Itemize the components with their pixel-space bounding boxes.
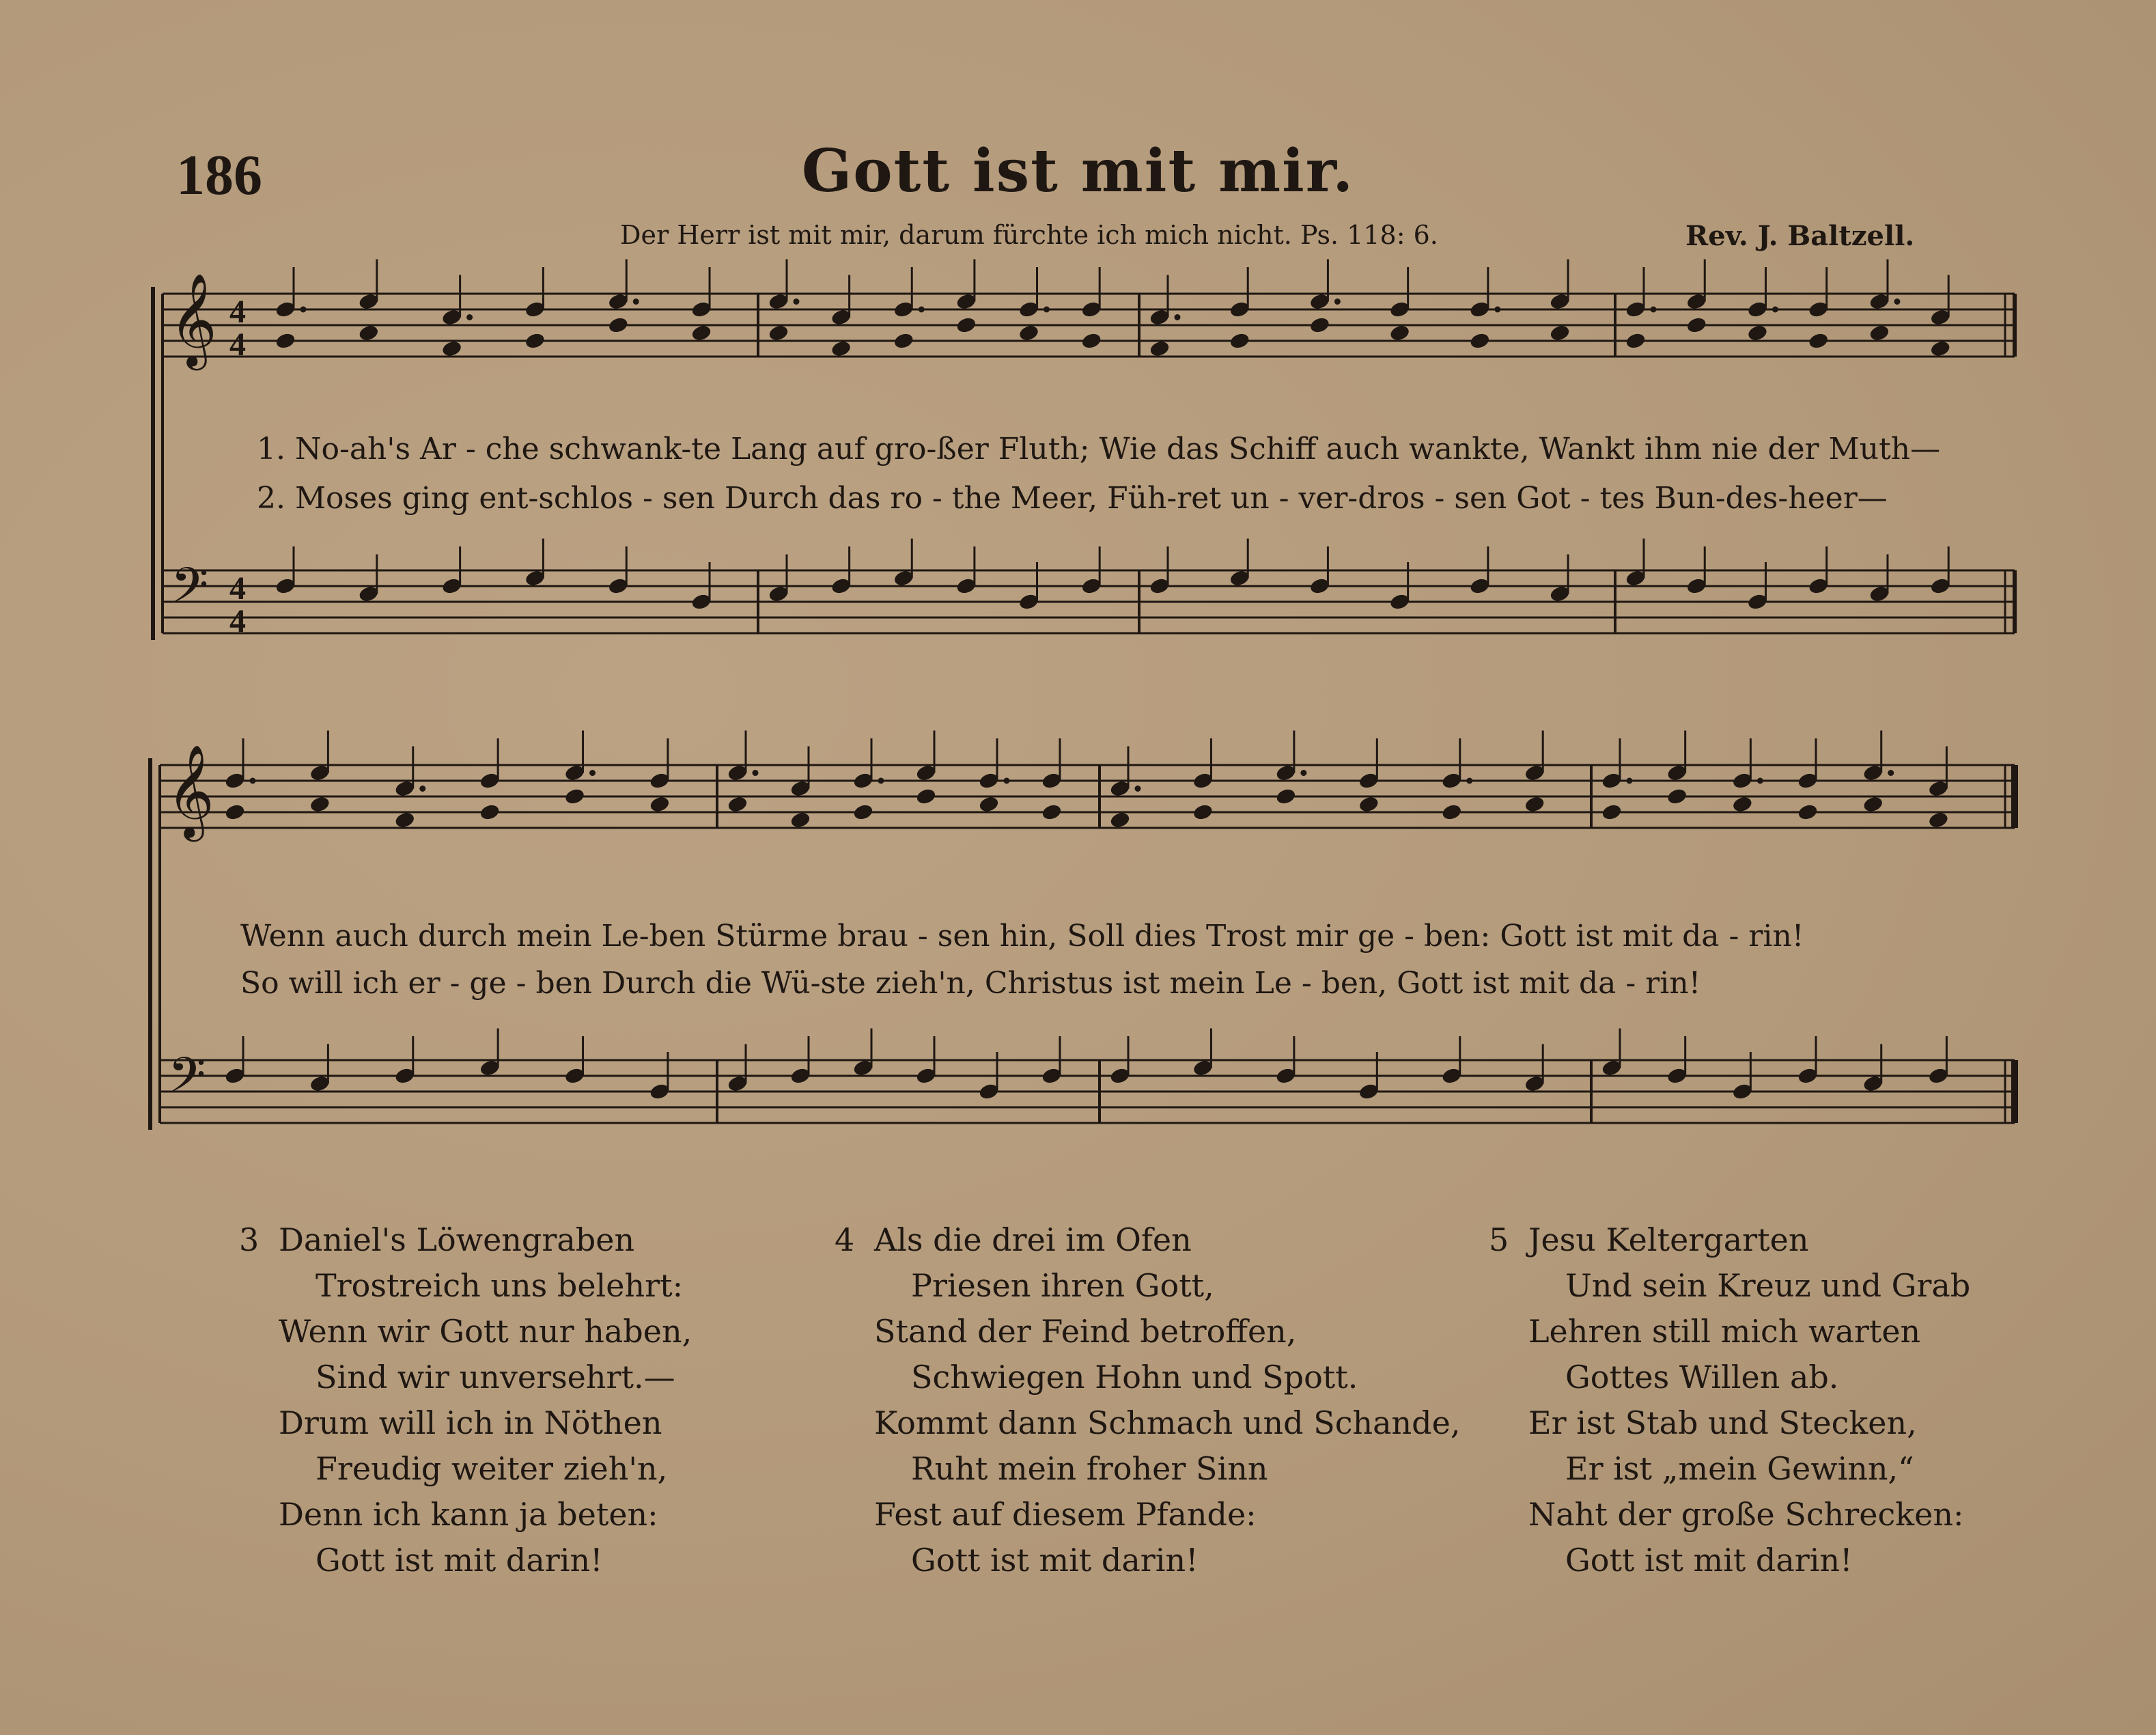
- dot: [1772, 307, 1778, 312]
- note-head: [1470, 332, 1491, 350]
- note-head: [309, 796, 331, 814]
- clefs: [167, 272, 246, 1115]
- note-head: [1041, 803, 1063, 821]
- note-head: [1441, 803, 1462, 821]
- lyric-line-verse-1-cont: Wenn auch durch mein Le-ben Stürme brau - sen hin, Soll dies Trost mir ge - ben: Gott ist mit da - rin!: [240, 919, 1804, 954]
- note-head: [1081, 332, 1102, 350]
- scripture-reference: Der Herr ist mit mir, darum fürchte ich mich nicht. Ps. 118: 6.: [620, 220, 1438, 250]
- note-head: [979, 796, 1000, 814]
- bass-clef-icon: 𝄢: [168, 1047, 206, 1115]
- note-head: [790, 811, 811, 829]
- verse-line: Ruht mein froher Sinn: [911, 1450, 1268, 1487]
- note-head: [479, 803, 501, 821]
- dot: [878, 778, 884, 783]
- note-head: [564, 788, 585, 805]
- verse-line: Er ist „mein Gewinn,“: [1565, 1450, 1914, 1487]
- dot: [250, 778, 255, 783]
- note-head: [1389, 324, 1410, 342]
- note-head: [394, 811, 415, 829]
- note-head: [1666, 788, 1688, 805]
- lyric-line-verse-1: 1. No-ah's Ar - che schwank-te Lang auf gro-ßer Fluth; Wie das Schiff auch wankte, Wankt ihm nie der Muth—: [257, 432, 1941, 467]
- note-head: [1601, 803, 1623, 821]
- verse-number: 4: [835, 1221, 855, 1258]
- verse-line: Gott ist mit darin!: [911, 1542, 1199, 1579]
- dot: [300, 307, 306, 312]
- verse-line: Als die drei im Ofen: [874, 1221, 1192, 1258]
- dot: [1175, 315, 1180, 320]
- verse-line: Freudig weiter zieh'n,: [316, 1450, 668, 1487]
- verse-line: Denn ich kann ja beten:: [279, 1496, 658, 1533]
- note-head: [956, 316, 977, 334]
- note-head: [830, 340, 852, 358]
- verse-5: [1489, 1217, 1970, 1583]
- verse-line: Priesen ihren Gott,: [911, 1267, 1214, 1304]
- dot: [1888, 771, 1894, 776]
- note-head: [524, 332, 546, 350]
- bass-clef-icon: 𝄢: [171, 557, 209, 626]
- note-head: [1229, 332, 1250, 350]
- note-head: [1808, 332, 1829, 350]
- dot: [1495, 307, 1500, 312]
- dot: [420, 786, 425, 792]
- lyric-line-verse-2-cont: So will ich er - ge - ben Durch die Wü-ste zieh'n, Christus ist mein Le - ben, Gott ist mit da - rin!: [240, 966, 1701, 1001]
- note-head: [1276, 788, 1297, 805]
- bar-lines: [150, 287, 2015, 1130]
- dot: [590, 771, 596, 776]
- dot: [919, 307, 924, 312]
- note-head: [1524, 796, 1545, 814]
- verse-line: Er ist Stab und Stecken,: [1528, 1404, 1917, 1441]
- verse-line: Schwiegen Hohn und Spott.: [911, 1359, 1358, 1396]
- verse-line: Kommt dann Schmach und Schande,: [874, 1404, 1461, 1441]
- dot: [1044, 307, 1050, 312]
- note-head: [1797, 803, 1819, 821]
- dot: [1467, 778, 1472, 783]
- note-head: [1625, 332, 1647, 350]
- note-head: [1358, 796, 1380, 814]
- dot: [1627, 778, 1632, 783]
- dot: [1894, 299, 1900, 305]
- note-head: [916, 788, 937, 805]
- note-head: [275, 332, 296, 350]
- dot: [467, 315, 473, 320]
- dot: [1334, 299, 1340, 305]
- dot: [753, 771, 758, 776]
- note-head: [1747, 324, 1768, 342]
- treble-clef-icon: 𝄞: [167, 743, 214, 837]
- note-head: [1862, 796, 1884, 814]
- author-credit: Rev. J. Baltzell.: [1685, 220, 1915, 252]
- verse-line: Lehren still mich warten: [1528, 1313, 1921, 1350]
- verse-line: Sind wir unversehrt.—: [316, 1359, 675, 1396]
- verse-line: Gott ist mit darin!: [1565, 1542, 1853, 1579]
- verse-line: Wenn wir Gott nur haben,: [279, 1313, 692, 1350]
- verse-line: Naht der große Schrecken:: [1528, 1496, 1964, 1533]
- time-signature-numerator: 4: [229, 294, 246, 330]
- note-head: [1686, 316, 1707, 334]
- dot: [794, 299, 799, 305]
- note-head: [649, 796, 671, 814]
- note-head: [768, 324, 789, 342]
- lyric-line-verse-2: 2. Moses ging ent-schlos - sen Durch das ro - the Meer, Füh-ret un - ver-dros - sen Got - tes Bun-des-heer—: [257, 481, 1888, 516]
- note-head: [727, 796, 748, 814]
- dot: [1651, 307, 1656, 312]
- treble-clef-icon: 𝄞: [169, 272, 217, 366]
- note-head: [608, 316, 629, 334]
- note-head: [853, 803, 874, 821]
- verse-line: Gottes Willen ab.: [1565, 1359, 1839, 1396]
- verse-3: [239, 1217, 692, 1583]
- verse-number: 3: [239, 1221, 260, 1258]
- time-signature-numerator: 4: [229, 570, 246, 607]
- verse-number: 5: [1489, 1221, 1509, 1258]
- note-head: [1732, 796, 1753, 814]
- note-head: [441, 340, 462, 358]
- note-head: [1930, 340, 1951, 358]
- verse-line: Drum will ich in Nöthen: [279, 1404, 662, 1441]
- note-head: [893, 332, 914, 350]
- note-head: [1192, 803, 1214, 821]
- note-head: [1309, 316, 1330, 334]
- note-head: [225, 803, 246, 821]
- dot: [1135, 786, 1140, 792]
- note-head: [1018, 324, 1039, 342]
- verse-line: Gott ist mit darin!: [316, 1542, 603, 1579]
- verse-line: Jesu Keltergarten: [1528, 1221, 1809, 1258]
- note-head: [1550, 324, 1571, 342]
- note-head: [691, 324, 712, 342]
- note-head: [1149, 340, 1171, 358]
- dot: [633, 299, 639, 305]
- time-signature-denominator: 4: [229, 603, 246, 639]
- verse-line: Trostreich uns belehrt:: [316, 1267, 684, 1304]
- verse-line: Fest auf diesem Pfande:: [874, 1496, 1257, 1533]
- verse-line: Und sein Kreuz und Grab: [1565, 1267, 1971, 1304]
- verse-line: Daniel's Löwengraben: [279, 1221, 635, 1258]
- hymn-number: 186: [176, 143, 262, 207]
- note-head: [359, 324, 380, 342]
- dot: [1757, 778, 1763, 783]
- dot: [1301, 771, 1306, 776]
- dot: [1004, 778, 1009, 783]
- hymn-title: Gott ist mit mir.: [801, 137, 1355, 206]
- note-head: [1928, 811, 1949, 829]
- note-head: [1110, 811, 1131, 829]
- time-signature-denominator: 4: [229, 327, 246, 363]
- verse-line: Stand der Feind betroffen,: [874, 1313, 1297, 1350]
- note-head: [1869, 324, 1890, 342]
- verse-4: [835, 1217, 1460, 1583]
